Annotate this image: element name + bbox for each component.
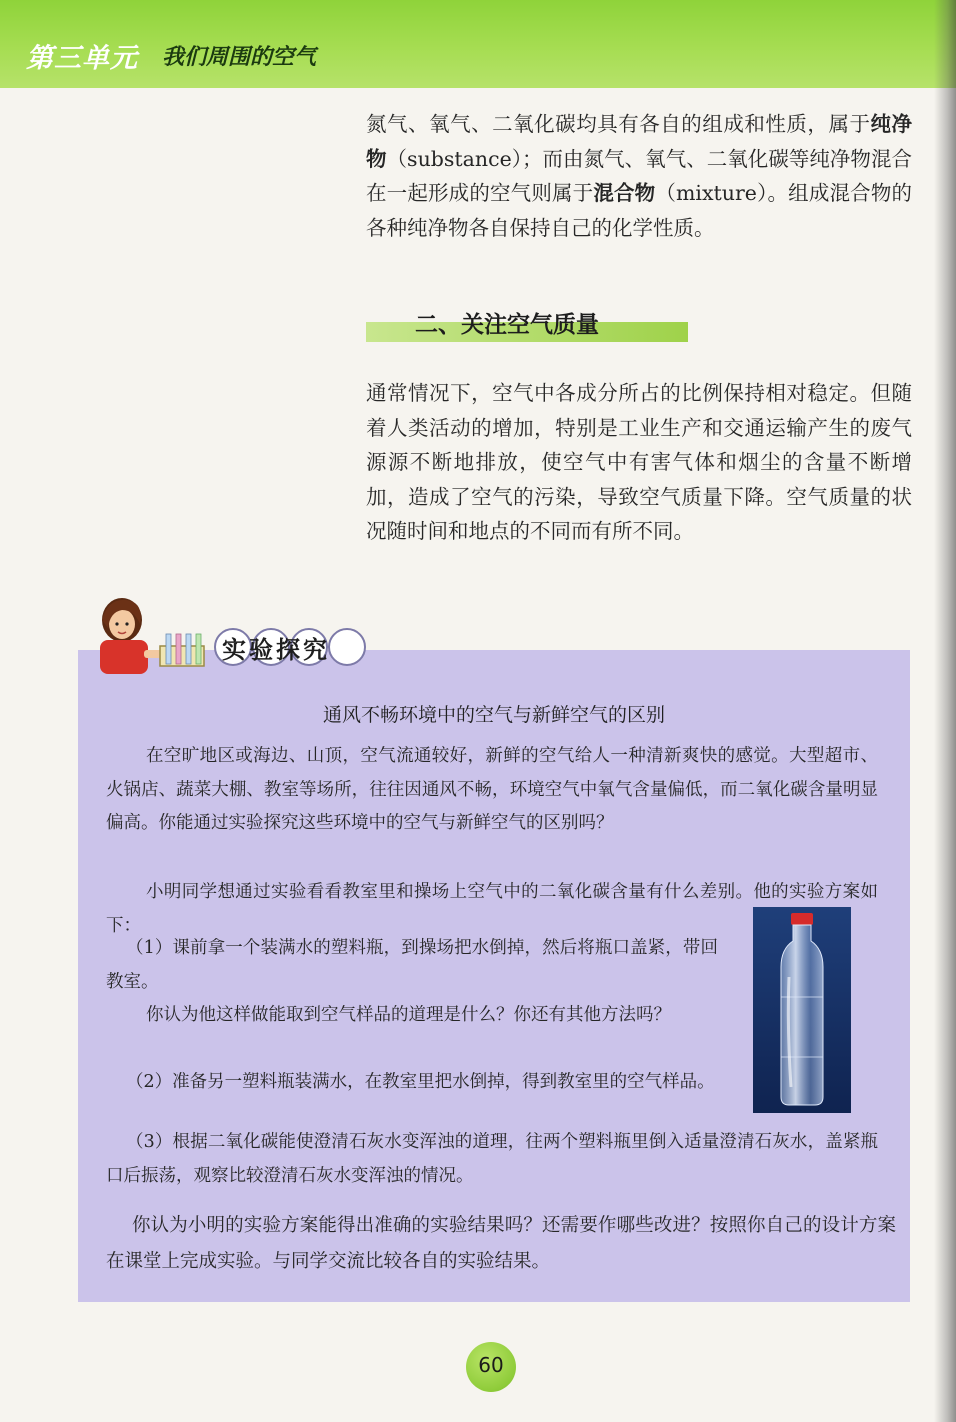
para1-text-1: 氮气、氧气、二氧化碳均具有各自的组成和性质，属于 <box>366 112 871 136</box>
term-pure-substance: 纯净物 <box>366 112 913 171</box>
unit-title: 我们周围的空气 <box>162 45 317 70</box>
paragraph-pure-substances <box>366 107 912 245</box>
experiment-label: 实验探究 <box>222 636 330 664</box>
experiment-step-3: （3）根据二氧化碳能使澄清石灰水变浑浊的道理，往两个塑料瓶里倒入适量澄清石灰水，盖紧瓶口后振荡，观察比较澄清石灰水变浑浊的情况。 <box>106 1132 878 1186</box>
para1-text-3: （mixture）。组成混合物的各种纯净物各自保持自己的化学性质。 <box>366 181 912 240</box>
plastic-bottle-photo <box>753 907 851 1113</box>
experiment-intro: 在空旷地区或海边、山顶，空气流通较好，新鲜的空气给人一种清新爽快的感觉。大型超市、火锅店、蔬菜大棚、教室等场所，往往因通风不畅，环境空气中氧气含量偏低，而二氧化碳含量明显偏高。你能通过实验探究这些环境中的空气与新鲜空气的区别吗？ <box>106 746 878 833</box>
page-edge-shadow <box>934 0 956 1422</box>
experiment-step-1: （1）课前拿一个装满水的塑料瓶，到操场把水倒掉，然后将瓶口盖紧，带回教室。 <box>106 938 718 992</box>
experiment-heading: 通风不畅环境中的空气与新鲜空气的区别 <box>322 704 665 726</box>
experiment-plan-intro: 小明同学想通过实验看看教室里和操场上空气中的二氧化碳含量有什么差别。他的实验方案如下： <box>106 882 878 936</box>
experiment-question-1: 你认为他这样做能取到空气样品的道理是什么？你还有其他方法吗？ <box>146 1005 671 1025</box>
experiment-step-2: （2）准备另一塑料瓶装满水，在教室里把水倒掉，得到教室里的空气样品。 <box>126 1072 715 1092</box>
girl-with-test-tubes-illustration <box>88 594 208 674</box>
page-number: 60 <box>478 1353 504 1377</box>
para1-text-2: （substance）；而由氮气、氧气、二氧化碳等纯净物混合在一起形成的空气则属于 <box>366 146 912 205</box>
paragraph-air-quality: 通常情况下，空气中各成分所占的比例保持相对稳定。但随着人类活动的增加，特别是工业生产和交通运输产生的废气源源不断地排放，使空气中有害气体和烟尘的含量不断增加，造成了空气的污染，导致空气质量下降。空气质量的状况随时间和地点的不同而有所不同。 <box>366 381 912 543</box>
unit-label: 第三单元 <box>26 43 138 74</box>
section-title: 二、关注空气质量 <box>415 312 599 338</box>
unit-header-band <box>0 0 956 88</box>
experiment-conclusion: 你认为小明的实验方案能得出准确的实验结果吗？还需要作哪些改进？按照你自己的设计方案在课堂上完成实验。与同学交流比较各自的实验结果。 <box>106 1215 896 1272</box>
term-mixture: 混合物 <box>593 181 656 205</box>
